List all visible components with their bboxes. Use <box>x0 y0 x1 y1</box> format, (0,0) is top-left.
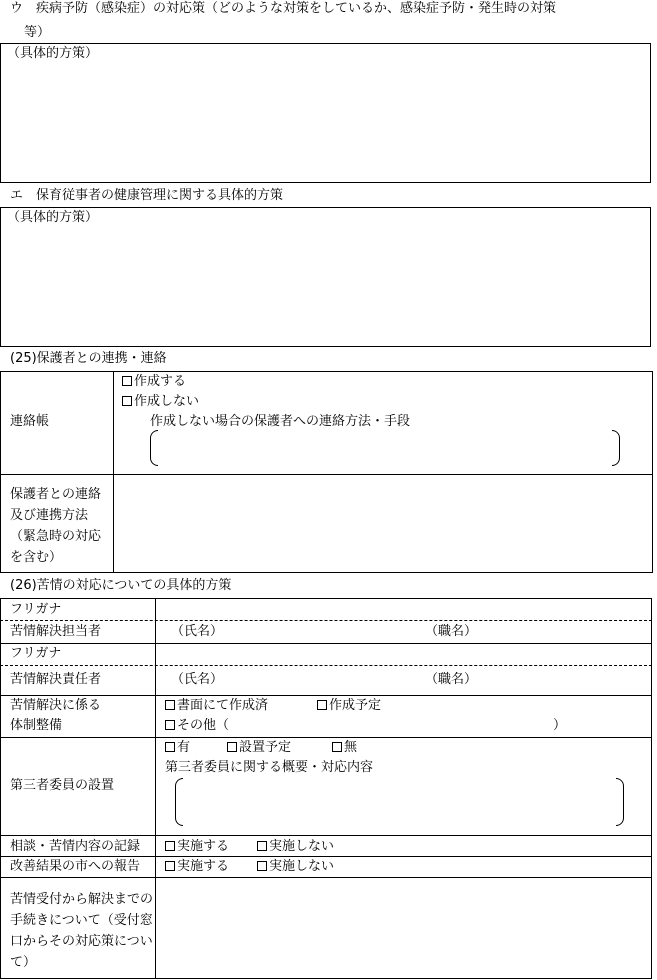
section-25-column-divider <box>113 371 114 573</box>
checkbox-yes[interactable] <box>165 742 175 752</box>
option-other-label: その他（ <box>177 718 230 733</box>
option-doc-done-label: 書面にて作成済 <box>177 698 269 713</box>
option-yes[interactable] <box>165 741 190 754</box>
checkbox-doc-done[interactable] <box>165 700 175 710</box>
option-not-create-label: 作成しない <box>134 394 200 409</box>
row-divider-1 <box>0 643 652 644</box>
option-doc-planned-label: 作成予定 <box>329 698 382 713</box>
renrakucho-label: 連絡帳 <box>10 414 50 429</box>
system-label-line1: 苦情解決に係る <box>10 698 102 713</box>
furigana-divider-2 <box>0 665 652 666</box>
option-planned-label: 設置予定 <box>239 740 292 755</box>
option-none-label: 無 <box>344 740 358 755</box>
record-label: 相談・苦情内容の記録 <box>10 839 141 854</box>
record-option-dont[interactable] <box>257 840 334 853</box>
checkbox-record-dont[interactable] <box>257 841 267 851</box>
checkbox-report-do[interactable] <box>165 861 175 871</box>
record-option-do[interactable] <box>165 840 229 853</box>
report-option-dont-label: 実施しない <box>269 859 335 874</box>
furigana-label-2: フリガナ <box>10 646 62 661</box>
responsible-label: 苦情解決責任者 <box>10 672 102 687</box>
bracket-right <box>612 430 620 466</box>
section-e-box-label: （具体的方策） <box>7 210 99 225</box>
checkbox-other[interactable] <box>165 720 175 730</box>
checkbox-not-create[interactable] <box>122 396 132 406</box>
section-e-title: エ 保育従事者の健康管理に関する具体的方策 <box>10 188 284 203</box>
option-planned[interactable] <box>227 741 291 754</box>
procedure-label: 苦情受付から解決までの手続きについて（受付窓口からその対応策について） <box>10 892 154 970</box>
row-divider-2 <box>0 695 652 696</box>
option-not-create[interactable] <box>122 395 199 408</box>
report-option-do-label: 実施する <box>177 859 230 874</box>
checkbox-doc-planned[interactable] <box>317 700 327 710</box>
option-create[interactable] <box>122 375 186 388</box>
furigana-label-1: フリガナ <box>10 602 62 617</box>
checkbox-create[interactable] <box>122 376 132 386</box>
third-party-bracket-left <box>175 778 183 826</box>
checkbox-report-dont[interactable] <box>257 861 267 871</box>
record-option-dont-label: 実施しない <box>269 839 335 854</box>
row-divider-4 <box>0 835 652 836</box>
option-doc-planned[interactable] <box>317 699 381 712</box>
handler-post-label: （職名） <box>425 624 478 639</box>
contact-method-caption: 作成しない場合の保護者への連絡方法・手段 <box>150 414 411 429</box>
furigana-divider-1 <box>0 620 652 621</box>
checkbox-none[interactable] <box>332 742 342 752</box>
option-yes-label: 有 <box>177 740 191 755</box>
section-e-text-area[interactable] <box>0 207 651 347</box>
section-u-box-label: （具体的方策） <box>7 46 99 61</box>
bracket-left <box>150 430 158 466</box>
record-option-do-label: 実施する <box>177 839 230 854</box>
third-party-label: 第三者委員の設置 <box>10 778 115 793</box>
row-divider-3 <box>0 737 652 738</box>
responsible-name-label: （氏名） <box>171 672 224 687</box>
cooperation-label: 保護者との連絡及び連携方法（緊急時の対応を含む） <box>10 487 102 565</box>
section-u-title-line1: ウ 疾病予防（感染症）の対応策（どのような対策をしているか、感染症予防・発生時の対策 <box>10 1 557 16</box>
option-none[interactable] <box>332 741 357 754</box>
row-divider-6 <box>0 877 652 878</box>
system-label-line2: 体制整備 <box>10 718 63 733</box>
option-create-label: 作成する <box>134 374 187 389</box>
section-26-title: (26)苦情の対応についての具体的方策 <box>10 578 232 593</box>
handler-name-label: （氏名） <box>171 624 224 639</box>
checkbox-record-do[interactable] <box>165 841 175 851</box>
option-doc-done[interactable] <box>165 699 268 712</box>
row-divider-5 <box>0 856 652 857</box>
checkbox-planned[interactable] <box>227 742 237 752</box>
third-party-caption: 第三者委員に関する概要・対応内容 <box>165 760 374 775</box>
report-option-do[interactable] <box>165 860 229 873</box>
section-26-column-divider <box>155 598 156 979</box>
section-25-row-divider <box>0 474 653 475</box>
section-u-title-line2: 等） <box>24 25 51 40</box>
third-party-bracket-right <box>616 778 624 826</box>
section-u-text-area[interactable] <box>0 43 651 183</box>
responsible-post-label: （職名） <box>425 672 478 687</box>
report-label: 改善結果の市への報告 <box>10 859 141 874</box>
handler-label: 苦情解決担当者 <box>10 624 102 639</box>
option-other-close: ） <box>553 718 567 733</box>
section-25-title: (25)保護者との連携・連絡 <box>10 351 167 366</box>
report-option-dont[interactable] <box>257 860 334 873</box>
option-other[interactable] <box>165 719 229 732</box>
